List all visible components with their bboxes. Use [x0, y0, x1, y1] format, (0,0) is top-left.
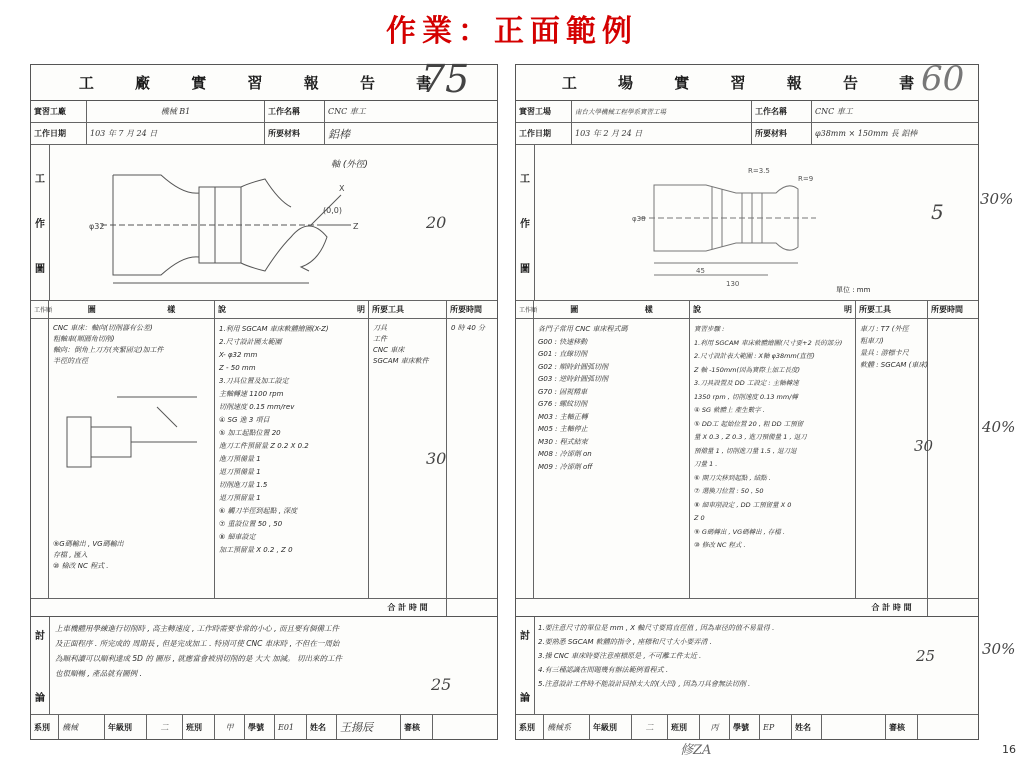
right-total-row: 合 計 時 間: [516, 599, 978, 617]
left-discuss-text: 上車機體用學練進行切削時 , 高主轉速度 , 工作時需要非常的小心 , 而且要有個備工件 及正面程序 . 所完成的 周期長 , 但是完成加工 . 特別可使 CNC 車床時 , 不但在一周始 為順利讀可以順利達成 5D 的 圖形 , 就應當會被別切削的是 大大 加減。 切出來的工件 也很順暢 , 產品就有圖例 .: [55, 624, 343, 678]
svg-text:R=3.5: R=3.5: [748, 167, 770, 175]
value-material: 鋁棒: [328, 127, 350, 141]
right-footer: 系別 機械系 年級別 二 班別 丙 學號 EP 姓名 審核: [516, 715, 978, 739]
left-row-2: [31, 123, 497, 145]
label-date: 工作日期: [31, 123, 87, 144]
value-date: 103 年 7 月 24 日: [87, 123, 265, 144]
left-top-score: 75: [421, 57, 470, 101]
right-row-2: 工作日期 103 年 2 月 24 日 所要材料 φ38mm × 150mm 長 鋁棒: [516, 123, 978, 145]
svg-text:φ32: φ32: [89, 222, 105, 231]
svg-text:130: 130: [726, 280, 740, 288]
right-tools: 車刀 : T7 (外徑 粗車刀) 量具 : 游標卡尺 軟體 : SGCAM (車床): [860, 325, 929, 369]
right-drawing-area: 工 作 圖 φ38 R=3.5 R=9 45 130 5 單位 : mm: [516, 145, 978, 301]
right-discussion: 討 論 1.要注意尺寸的單位是 mm , X 軸尺寸要寫直徑值 , 因為車径的值不易量得 . 2.要熟悉 SGCAM 軟體的指令 , 座標和尺寸大小要弄清 . 3.操 CNC 車床時要注意座標原是 , 不可離工件太近 . 4.有三種認識在問題幾有辦法範例看程式 . 5.注意設計工件時不能設計回掉太大的(大凹) , 因為刀具會無法切削 . 25: [516, 617, 978, 715]
value-factory: 機械 B1: [87, 101, 265, 122]
left-notes-small: ⑨G碼輸出 , VG碼輸出 存檔 , 匯入 ⑩ 檢改 NC 程式 .: [53, 540, 124, 570]
left-discuss-score: 25: [431, 675, 452, 694]
label-work-name: 工作名稱: [265, 101, 325, 122]
svg-text:φ38: φ38: [632, 215, 646, 223]
right-discuss-score: 25: [916, 647, 936, 665]
side-label-3: 圖: [35, 264, 45, 275]
left-part-drawing: [51, 145, 471, 301]
left-drawing-area: [31, 145, 497, 301]
left-steps-mid: 1.利用 SGCAM 車床軟體繪圖(X-Z) 2.尺寸設計圖太範圍 X- φ32 mm Z - 50 mm 3.刀具位置及加工設定 主軸轉速 1100 rpm 切削速度 0.15 mm/rev ④ SG 進 3 項目 ⑤ 加工起點位置 20 進刀工件預留量 Z 0.2 X 0.2 進刀預備量 1 退刀預備量 1 切削進刀量 1.5 退刀預留量 1 ⑥ 觸刀半徑到起點 , 深度 ⑦ 重設位置 50 , 50 ⑧ 細車設定 加工預留量 X 0.2 , Z 0: [219, 325, 329, 554]
left-discussion: 討 論 上車機體用學練進行切削時 , 高主轉速度 , 工作時需要非常的小心 , 而且要有個備工件 及正面程序 . 所完成的 周期長 , 但是完成加工 . 特別可使 CNC 車床時 , 不但在一周始 為順利讀可以順利達成 5D 的 圖形 , 就應當會被別切削的是 大大 加減。 切出來的工件 也很順暢 , 產品就有圖例 . 25: [31, 617, 497, 715]
right-table-header: 工作順 圖 樣 說 明 所要工具 所要時間: [516, 301, 978, 319]
left-tools: 刀具 工件 CNC 車床 SGCAM 車床軟件: [373, 324, 429, 365]
left-sheet-title: 工 廠 實 習 報 告 書: [31, 65, 497, 101]
svg-text:45: 45: [696, 267, 705, 275]
value-work-name: CNC 車工: [328, 107, 366, 116]
left-fixture-sketch: [57, 387, 207, 497]
right-steps: 實習步驟 : 1.利用 SGCAM 車床軟體繪圖(尺寸要+2 長的部分) 2.尺寸設計表大範圍 : X軸 φ38mm(直徑) Z 軸 -150mm(因為實際上加工長度) 3.刀具設置及 DD 工設定 : 主軸轉速 1350 rpm , 切削速度 0.13 mm/轉 ④ SG 軟體上 產生數字 . ⑤ DD工 起始位置 20 , 粗 DD 工預留 量 X 0.3 , Z 0.3 , 進刀預備量 1 , 退刀 預備量 1 , 切削進刀量 1.5 , 退刀退 刀量 1 . ⑥ 開刀尖移到起點 , 結點 . ⑦ 選換刀位置 : 50 , 50 ⑧ 細車削設定 , DD 工預留量 X 0 Z 0 ⑨ G碼轉出 , VG碼轉出 , 存檔 . ⑩ 修改 NC 程式 .: [694, 325, 843, 549]
svg-text:(0,0): (0,0): [323, 206, 342, 215]
left-total-row: 合 計 時 間: [31, 599, 497, 617]
left-procedure: [31, 319, 497, 599]
left-steps-left: CNC 車床：軸向(切削器有公差) 粗軸車(順圓角切削) 軸向：倒角上刀方(夾緊固定)加工件 半徑的直徑: [53, 324, 164, 365]
right-gcodes: 各門子常用 CNC 車床程式碼 G00 : 快速移動 G01 : 直線切削 G02 : 順時針圓弧切削 G03 : 逆時針圓弧切削 G70 : 固視精車 G76 : 螺紋切削 M03 : 主軸正轉 M05 : 主軸停止 M30 : 程式結束 M08 : 冷卻劑 on M09 : 冷卻劑 off: [538, 325, 628, 471]
svg-text:Z: Z: [353, 222, 359, 231]
side-label-1: 工: [35, 174, 45, 185]
side-label-2: 作: [35, 219, 45, 230]
left-time: 0 時 40 分: [451, 324, 486, 332]
svg-text:R=9: R=9: [798, 175, 814, 183]
left-footer: 系別 機械 年級別 二 班別 甲 學號 E01 姓名 王揚辰 審核: [31, 715, 497, 739]
bottom-handwritten-note: 修ZA: [680, 743, 712, 758]
right-discuss-text: 1.要注意尺寸的單位是 mm , X 軸尺寸要寫直徑值 , 因為車径的值不易量得 . 2.要熟悉 SGCAM 軟體的指令 , 座標和尺寸大小要弄清 . 3.操 CNC 車床時要注意座標原是 , 不可離工件太近 . 4.有三種認識在問題幾有辦法範例看程式 . 5.注意設計工件時不能設計回掉太大的(大凹) , 因為刀具會無法切削 .: [538, 624, 775, 688]
left-table-header: 工作順 圖 樣 說 明 所要工具 所要時間: [31, 301, 497, 319]
label-factory: 實習工廠: [31, 101, 87, 122]
drawing-note: 軸 (外徑): [331, 160, 368, 170]
right-part-drawing: [536, 145, 956, 295]
margin-pct-1: 30%: [980, 190, 1014, 208]
right-section-score: 30: [914, 437, 934, 455]
right-drawing-score: 5: [931, 200, 944, 224]
svg-text:X: X: [339, 184, 345, 193]
left-report-sheet: [30, 57, 498, 740]
margin-pct-3: 30%: [982, 640, 1016, 658]
slide-title: 作業：正面範例: [386, 14, 638, 49]
page-number: 16: [1002, 743, 1016, 756]
margin-pct-2: 40%: [982, 418, 1016, 436]
right-row-1: 實習工場 南台大學機械工程學系實習工場 工作名稱 CNC 車工: [516, 101, 978, 123]
right-top-score: 60: [921, 59, 965, 99]
right-procedure: [516, 319, 978, 599]
label-material: 所要材料: [265, 123, 325, 144]
left-section-score: 30: [426, 449, 447, 468]
right-report-sheet: [515, 59, 979, 740]
left-row-1: [31, 101, 497, 123]
right-sheet-title: 工 場 實 習 報 告 書: [516, 65, 978, 101]
left-drawing-score: 20: [426, 213, 447, 232]
drawing-unit: 單位 : mm: [836, 286, 871, 294]
